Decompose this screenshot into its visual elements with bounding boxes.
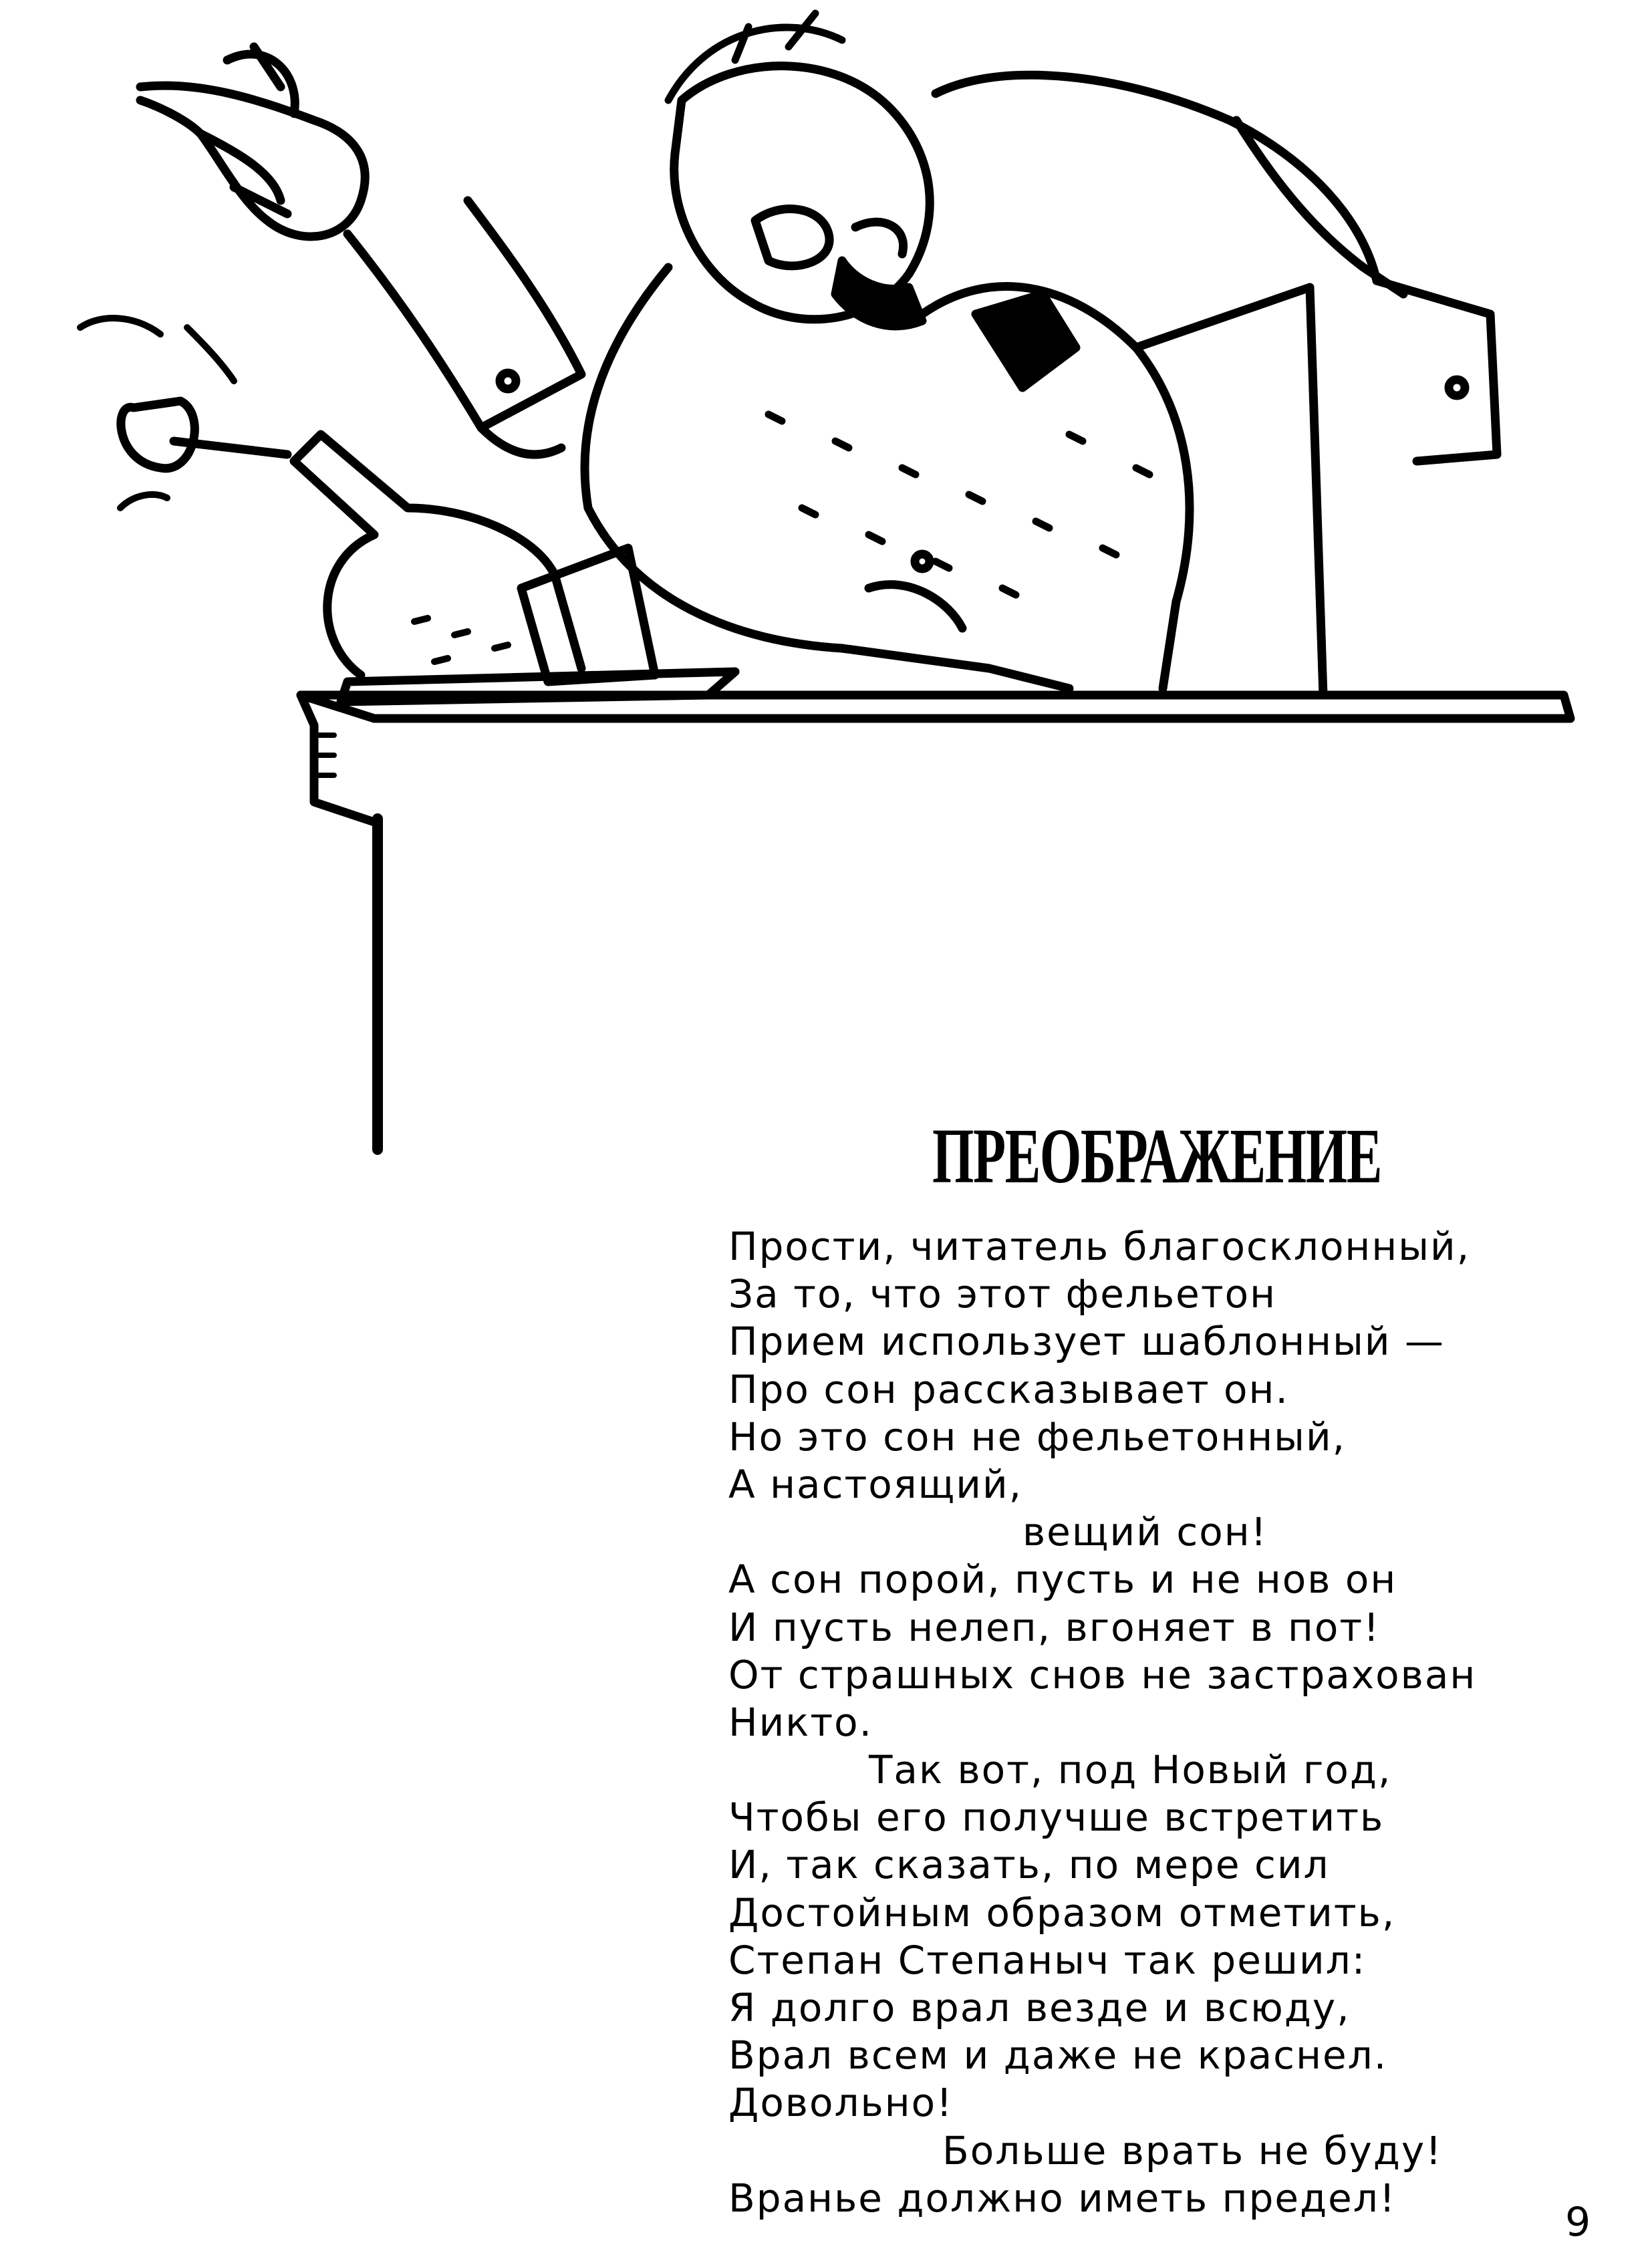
- poem-line: Прием использует шаблонный —: [728, 1319, 1446, 1365]
- poem-line: Никто.: [728, 1699, 873, 1745]
- poem-line: Но это сон не фельетонный,: [728, 1414, 1347, 1460]
- poem-line: А сон порой, пусть и не нов он: [728, 1557, 1397, 1603]
- poem-line: Я долго врал везде и всюду,: [728, 1985, 1351, 2030]
- poem-line: Чтобы его получше встретить: [728, 1795, 1385, 1841]
- head: [674, 66, 930, 319]
- poem-line: Так вот, под Новый год,: [869, 1747, 1392, 1793]
- tie: [976, 294, 1076, 388]
- page-number: 9: [1565, 2199, 1591, 2246]
- poem-line: И, так сказать, по мере сил: [728, 1842, 1330, 1888]
- poem-line: Врал всем и даже не краснел.: [728, 2032, 1388, 2079]
- glasses: [755, 209, 829, 266]
- poem-line: А настоящий,: [728, 1461, 1023, 1507]
- poem-text: [728, 1223, 1597, 2222]
- poem-line: Степан Степаныч так решил:: [728, 1937, 1367, 1983]
- poem-line: И пусть нелеп, вгоняет в пот!: [728, 1604, 1381, 1650]
- poem-title: ПРЕОБРАЖЕНИЕ: [932, 1112, 1381, 1200]
- poem-line: Вранье должно иметь предел!: [728, 2175, 1397, 2221]
- poem-line: Достойным образом отметить,: [728, 1889, 1396, 1936]
- poem-line: Про сон рассказывает он.: [728, 1366, 1289, 1412]
- left-arm: [348, 201, 581, 428]
- poem-line: Прости, читатель благосклонный,: [728, 1224, 1471, 1269]
- poem-line: Довольно!: [728, 2080, 954, 2126]
- poem-line: За то, что этот фельетон: [728, 1271, 1277, 1317]
- poem-line: вещий сон!: [1022, 1509, 1268, 1555]
- poem-line: От страшных снов не застрахован: [728, 1651, 1477, 1698]
- papers: [341, 672, 735, 702]
- poem-line: Больше врать не буду!: [942, 2127, 1443, 2173]
